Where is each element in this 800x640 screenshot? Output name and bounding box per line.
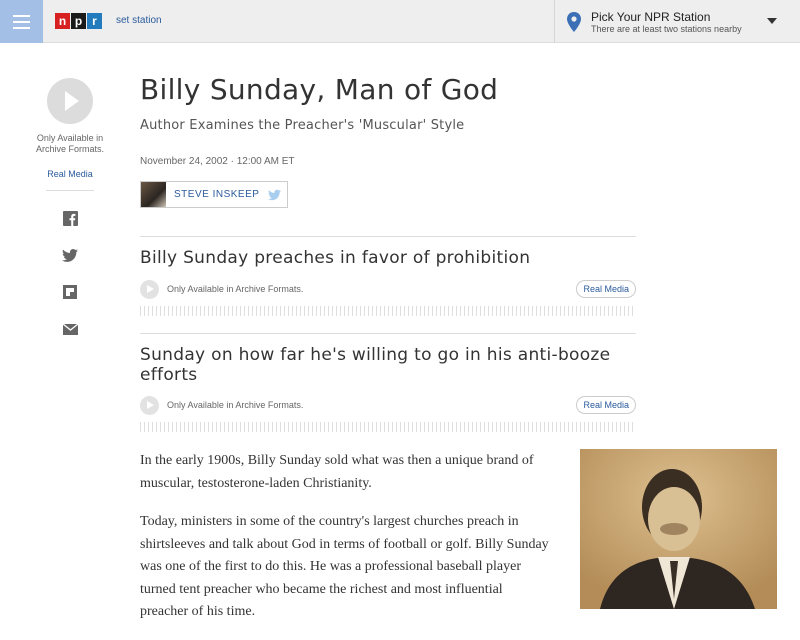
avatar xyxy=(141,182,166,207)
article-header xyxy=(140,70,636,211)
facebook-icon[interactable] xyxy=(62,209,78,227)
share-icons xyxy=(30,209,110,338)
caret-down-icon[interactable] xyxy=(767,18,777,24)
paragraph: In the early 1900s, Billy Sunday sold what was then a unique brand of muscular, testosterone-laden Christianity. xyxy=(140,453,534,491)
portrait-illustration xyxy=(580,449,777,609)
npr-logo[interactable] xyxy=(55,13,103,29)
top-bar xyxy=(0,0,800,43)
twitter-icon[interactable] xyxy=(62,246,78,264)
article-body xyxy=(140,450,554,640)
logo-letter-n: n xyxy=(55,13,70,29)
logo-letter-p: p xyxy=(71,13,86,29)
real-media-button[interactable]: Real Media xyxy=(576,280,636,298)
author-name[interactable]: STEVE INSKEEP xyxy=(174,189,260,200)
play-button[interactable] xyxy=(140,396,159,415)
availability-note: Only Available in Archive Formats. xyxy=(167,284,304,294)
station-title: Pick Your NPR Station xyxy=(591,10,711,24)
station-subtitle: There are at least two stations nearby xyxy=(591,24,742,34)
divider xyxy=(46,190,94,191)
audio-segment xyxy=(140,333,636,432)
twitter-icon[interactable] xyxy=(268,189,281,201)
play-button[interactable] xyxy=(47,78,93,124)
availability-note: Only Available in Archive Formats. xyxy=(167,400,304,410)
logo-letter-r: r xyxy=(87,13,102,29)
paragraph: Today, ministers in some of the country's largest churches preach in shirtsleeves and talk about God in terms of football or golf. Billy Sunday was one of the first to do this. He was a professional baseball player turned tent preacher who became the richest and most influential preacher of his time. xyxy=(140,514,549,619)
availability-note: Only Available in Archive Formats. xyxy=(35,133,104,154)
waveform xyxy=(140,306,636,316)
divider xyxy=(140,236,636,237)
menu-button[interactable] xyxy=(0,0,43,43)
hamburger-line xyxy=(13,27,30,29)
divider xyxy=(140,333,636,334)
segment-title: Billy Sunday preaches in favor of prohibition xyxy=(140,248,531,268)
set-station-link[interactable]: set station xyxy=(116,15,162,26)
left-column xyxy=(30,78,110,338)
real-media-link[interactable]: Real Media xyxy=(47,169,93,179)
audio-segment xyxy=(140,236,636,316)
audio-player xyxy=(140,396,636,416)
page-title: Billy Sunday, Man of God xyxy=(140,73,499,106)
station-picker[interactable] xyxy=(554,0,800,43)
email-icon[interactable] xyxy=(62,320,78,338)
flipboard-icon[interactable] xyxy=(62,283,78,301)
location-pin-icon xyxy=(567,12,581,32)
segment-title: Sunday on how far he's willing to go in his anti-booze efforts xyxy=(140,345,611,385)
hamburger-line xyxy=(13,21,30,23)
play-button[interactable] xyxy=(140,280,159,299)
page-subtitle: Author Examines the Preacher's 'Muscular' Style xyxy=(140,118,465,133)
hamburger-line xyxy=(13,15,30,17)
waveform xyxy=(140,422,636,432)
dateline: November 24, 2002 · 12:00 AM ET xyxy=(140,156,295,167)
real-media-button[interactable]: Real Media xyxy=(576,396,636,414)
byline[interactable] xyxy=(140,181,288,208)
audio-player xyxy=(140,280,636,300)
article-photo[interactable] xyxy=(580,449,777,609)
